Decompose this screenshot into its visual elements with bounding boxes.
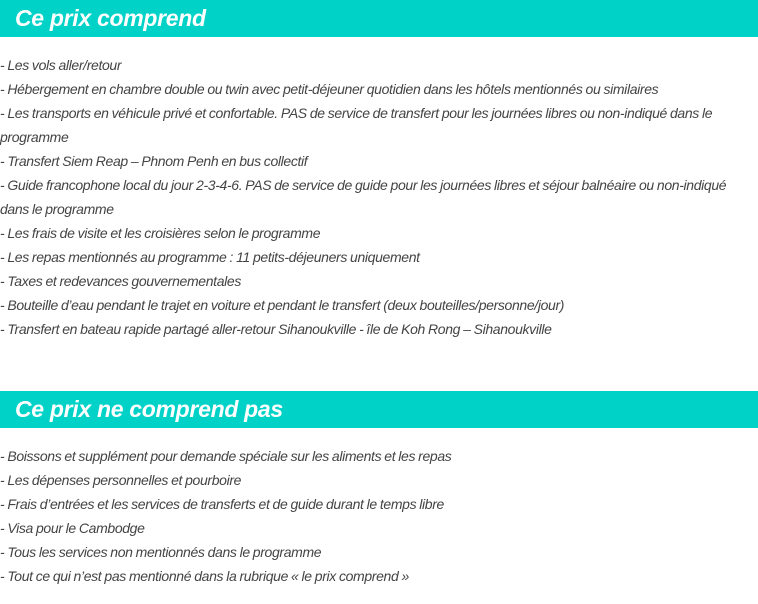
list-item: - Frais d’entrées et les services de transferts et de guide durant le temps libre [0,496,444,512]
list-item: - Tout ce qui n’est pas mentionné dans la rubrique « le prix comprend » [0,568,409,584]
list-item: - Tous les services non mentionnés dans le programme [0,544,322,560]
list-item: - Transfert Siem Reap – Phnom Penh en bus collectif [0,153,308,169]
list-item: - Transfert en bateau rapide partagé aller-retour Sihanoukville - île de Koh Rong – Sihanoukville [0,321,552,337]
list-item: - Bouteille d’eau pendant le trajet en voiture et pendant le transfert (deux bouteilles/personne/jour) [0,297,565,313]
list-item: - Les dépenses personnelles et pourboire [0,472,242,488]
list-item: - Les frais de visite et les croisières selon le programme [0,225,321,241]
list-item: - Boissons et supplément pour demande spéciale sur les aliments et les repas [0,448,452,464]
section-header-not-included: Ce prix ne comprend pas [0,391,758,428]
list-item: - Hébergement en chambre double ou twin avec petit-déjeuner quotidien dans les hôtels mentionnés ou similaires [0,81,659,97]
list-item: - Les vols aller/retour [0,57,122,73]
list-item: - Les transports en véhicule privé et confortable. PAS de service de transfert pour les journées libres ou non-indiqué dans le programme [0,105,713,145]
list-item: - Taxes et redevances gouvernementales [0,273,242,289]
not-included-list [0,444,758,588]
list-item: - Visa pour le Cambodge [0,520,145,536]
list-item: - Les repas mentionnés au programme : 11 petits-déjeuners uniquement [0,249,420,265]
section-header-included: Ce prix comprend [0,0,758,37]
included-list [0,53,758,341]
list-item: - Guide francophone local du jour 2-3-4-6. PAS de service de guide pour les journées libres et séjour balnéaire ou non-indiqué dans le programme [0,177,727,217]
